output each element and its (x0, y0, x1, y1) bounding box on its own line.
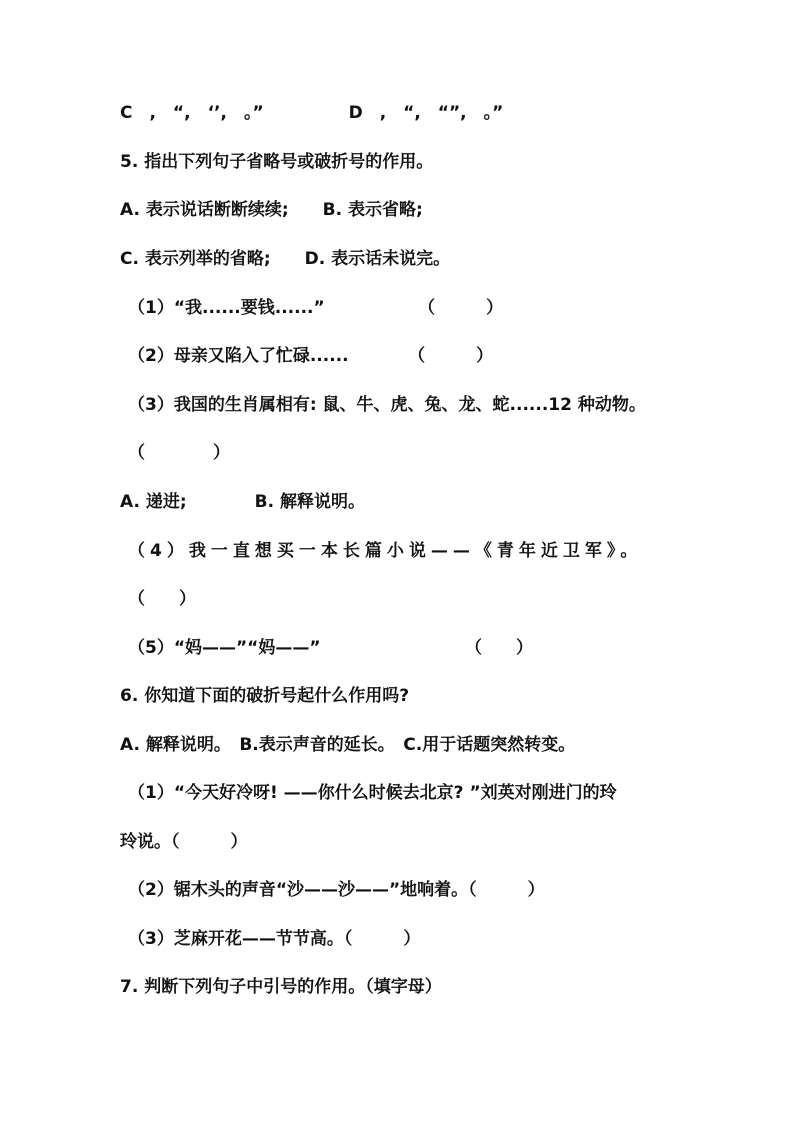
q6-item-1: （1）“今天好冷呀! ——你什么时候去北京? ”刘英对刚进门的玲 (128, 783, 617, 803)
q5-item-4: （4）我一直想买一本长篇小说——《青年近卫军》。 (128, 541, 643, 561)
q5-item-4-answer-blank: （ ） (128, 589, 196, 609)
q5-item-3: （3）我国的生肖属相有: 鼠、牛、虎、兔、龙、蛇......12 种动物。 (128, 395, 646, 415)
q5-item-2: （2）母亲又陷入了忙碌...... （ ） (128, 346, 494, 366)
q5-options-a-b: A. 表示说话断断续续; B. 表示省略; (120, 200, 423, 220)
question-7-heading: 7. 判断下列句子中引号的作用。（填字母） (120, 977, 442, 997)
q5-options-c-d: C. 表示列举的省略; D. 表示话未说完。 (120, 249, 451, 269)
q6-item-2: （2）锯木头的声音“沙——沙——”地响着。（ ） (128, 880, 545, 900)
q5-item-5: （5）“妈——”“妈——” （ ） (128, 638, 534, 658)
q6-item-1-continuation: 玲说。（ ） (120, 832, 248, 852)
option-line-c-d: C , “, ‘’, 。” D , “, “”, 。” (120, 103, 504, 123)
q5-options-dash: A. 递进; B. 解释说明。 (120, 492, 365, 512)
q5-item-1: （1）“我......要钱......” （ ） (128, 298, 504, 318)
question-6-heading: 6. 你知道下面的破折号起什么作用吗? (120, 686, 410, 706)
q6-item-3: （3）芝麻开花——节节高。（ ） (128, 929, 421, 949)
q5-item-3-answer-blank: （ ） (128, 443, 230, 463)
q6-options: A. 解释说明。 B.表示声音的延长。 C.用于话题突然转变。 (120, 735, 576, 755)
question-5-heading: 5. 指出下列句子省略号或破折号的作用。 (120, 152, 434, 172)
